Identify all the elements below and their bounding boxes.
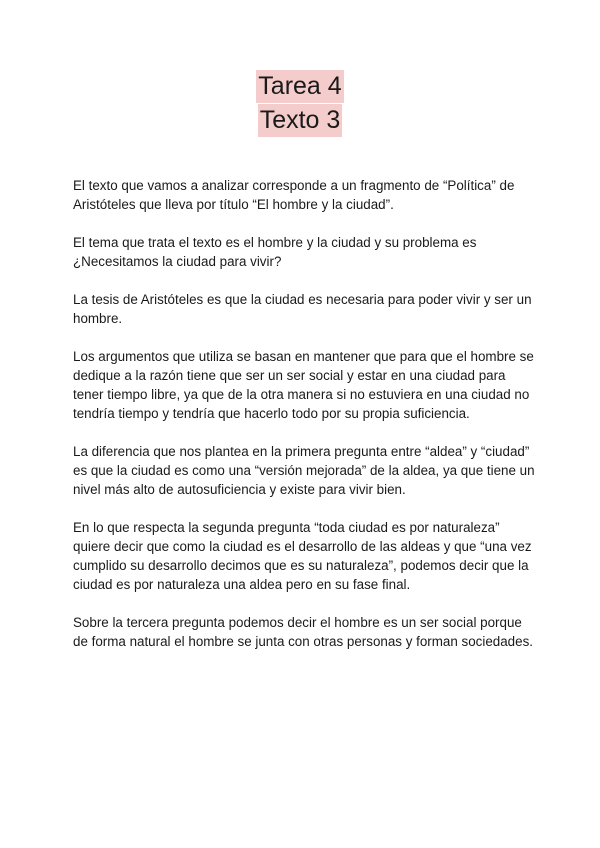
paragraph-arguments: Los argumentos que utiliza se basan en mantener que para que el hombre se dedique a la razón tiene que ser un ser social y estar en una ciudad para tener tiempo libre, ya que de la otra manera si no estuviera en una ciudad no tendría tiempo y tendría que hacerlo todo por su propia suficiencia. xyxy=(73,349,534,421)
document-subtitle: Texto 3 xyxy=(258,104,343,137)
paragraph-topic: El tema que trata el texto es el hombre y la ciudad y su problema es ¿Necesitamos la ciudad para vivir? xyxy=(73,235,477,269)
paragraph-thesis: La tesis de Aristóteles es que la ciudad es necesaria para poder vivir y ser un hombre. xyxy=(73,292,532,326)
document-body xyxy=(73,176,535,670)
title-block xyxy=(0,70,600,138)
paragraph-question-3: Sobre la tercera pregunta podemos decir el hombre es un ser social porque de forma natural el hombre se junta con otras personas y forman sociedades. xyxy=(73,615,533,649)
paragraph-question-2: En lo que respecta la segunda pregunta “toda ciudad es por naturaleza” quiere decir que como la ciudad es el desarrollo de las aldeas y que “una vez cumplido su desarrollo decimos que es su naturaleza”, podemos decir que la ciudad es por naturaleza una aldea pero en su fase final. xyxy=(73,520,532,592)
document-title: Tarea 4 xyxy=(256,70,343,103)
paragraph-introduction: El texto que vamos a analizar corresponde a un fragmento de “Política” de Aristóteles que lleva por título “El hombre y la ciudad”. xyxy=(73,178,515,212)
paragraph-question-1: La diferencia que nos plantea en la primera pregunta entre “aldea” y “ciudad” es que la ciudad es como una “versión mejorada” de la aldea, ya que tiene un nivel más alto de autosuficiencia y existe para vivir bien. xyxy=(73,444,535,497)
